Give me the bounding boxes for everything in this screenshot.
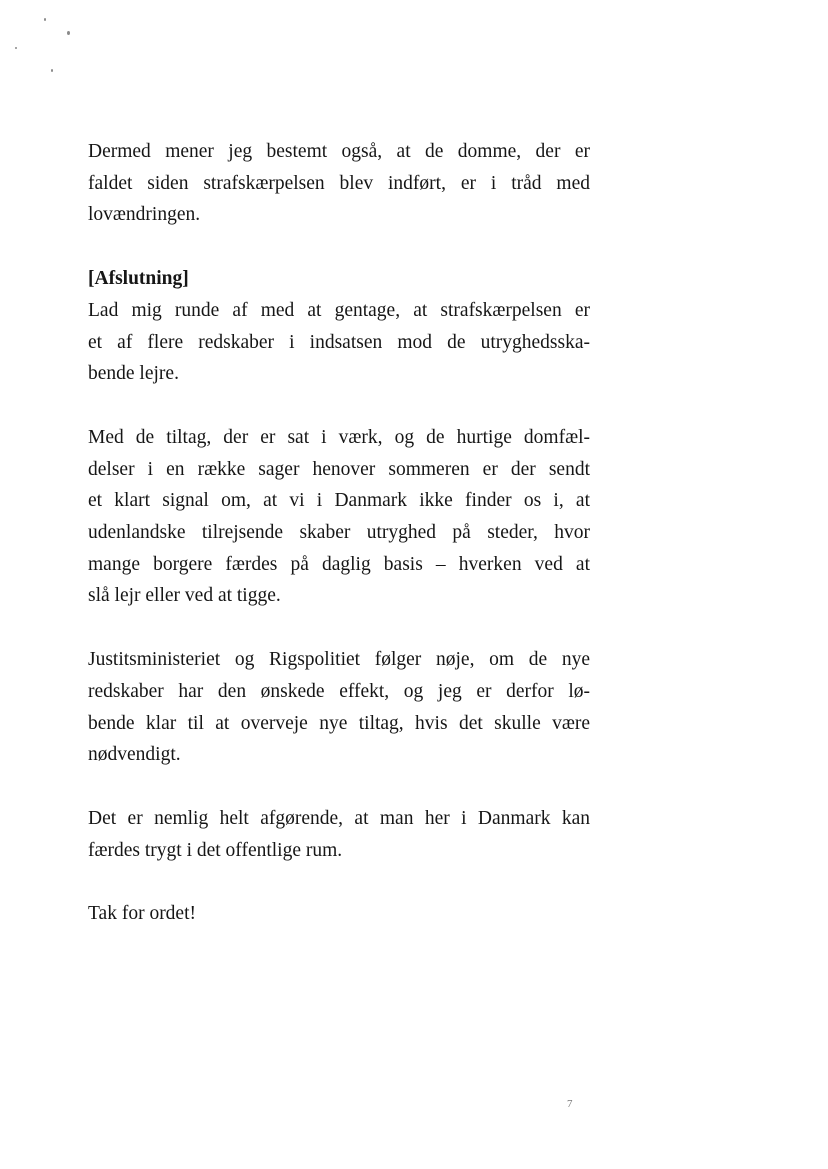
text-line: Justitsministeriet og Rigspolitiet følger nøje, om de nye (88, 649, 590, 671)
text-line: Tak for ordet! (88, 903, 197, 925)
paragraph-monitoring (88, 644, 590, 771)
scan-speck (51, 69, 53, 72)
text-line: faldet siden strafskærpelsen blev indført, er i tråd med (88, 172, 590, 194)
text-line: lovændringen. (88, 204, 201, 226)
text-line: slå lejr eller ved at tigge. (88, 585, 281, 607)
text-line: bende klar til at overveje nye tiltag, hvis det skulle være (88, 712, 590, 734)
text-line: færdes trygt i det offentlige rum. (88, 839, 343, 861)
text-line: delser i en række sager henover sommeren er der sendt (88, 458, 590, 480)
paragraph-verdicts (88, 136, 590, 231)
paragraph-measures (88, 422, 590, 612)
text-line: udenlandske tilrejsende skaber utryghed på steder, hvor (88, 522, 590, 544)
scan-speck (67, 31, 70, 35)
text-line: Lad mig runde af med at gentage, at strafskærpelsen er (88, 299, 590, 321)
scan-speck (44, 18, 46, 21)
text-line: et af flere redskaber i indsatsen mod de utryghedsska- (88, 331, 590, 353)
paragraph-summary (88, 295, 590, 390)
text-line: et klart signal om, at vi i Danmark ikke finder os i, at (88, 490, 590, 512)
text-line: Dermed mener jeg bestemt også, at de domme, der er (88, 141, 590, 162)
text-line: redskaber har den ønskede effekt, og jeg er derfor lø- (88, 680, 590, 702)
text-line: bende lejre. (88, 363, 179, 385)
paragraph-safety (88, 803, 590, 866)
text-line: nødvendigt. (88, 744, 181, 766)
text-line: Det er nemlig helt afgørende, at man her i Danmark kan (88, 807, 590, 829)
page-number: 7 (567, 1098, 573, 1110)
scan-speck (15, 47, 17, 49)
text-line: mange borgere færdes på daglig basis – hverken ved at (88, 553, 590, 575)
text-line: Med de tiltag, der er sat i værk, og de hurtige domfæl- (88, 426, 590, 448)
section-heading: [Afslutning] (88, 268, 189, 290)
paragraph-closing (88, 898, 590, 930)
page-body (88, 136, 590, 930)
